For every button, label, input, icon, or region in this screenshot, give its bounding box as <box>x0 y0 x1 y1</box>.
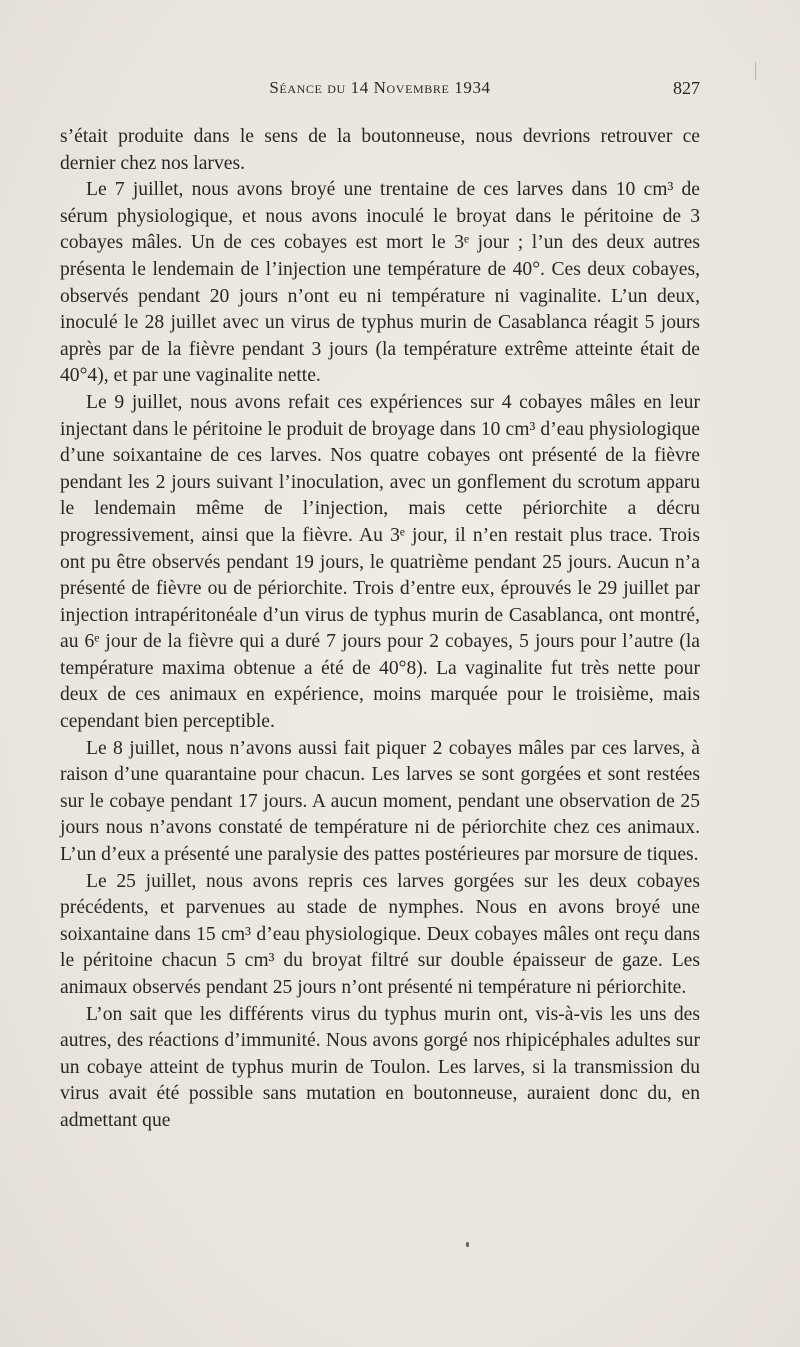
page-number: 827 <box>673 78 700 98</box>
paragraph-continuation: s’était produite dans le sens de la boutonneuse, nous devrions retrouver ce dernier chez nos larves. <box>60 126 700 174</box>
paragraph-9-juillet: Le 9 juillet, nous avons refait ces expériences sur 4 cobayes mâles en leur injectant dans le péritoine le produit de broyage dans 10 cm³ d’eau physiologique d’une soixantaine de ces larves. Nos quatre cobayes ont présenté de la fièvre pendant les 2 jours suivant l’inoculation, avec un gonflement du scrotum apparu le lendemain même de l’injection, mais cette périorchite a décru progressivement, ainsi que la fièvre. Au 3ᵉ jour, il n’en restait plus trace. Trois ont pu être observés pendant 19 jours, le quatrième pendant 25 jours. Aucun n’a présenté de fièvre ou de périorchite. Trois d’entre eux, éprouvés le 29 juillet par injection intrapéritonéale d’un virus de typhus murin de Casablanca, ont montré, au 6ᵉ jour de la fièvre qui a duré 7 jours pour 2 cobayes, 5 jours pour l’autre (la température maxima obtenue a été de 40°8). La vaginalite fut très nette pour deux de ces animaux en expérience, moins marquée pour le troisième, mais cependant bien perceptible. <box>60 391 700 733</box>
paragraph-immunite: L’on sait que les différents virus du typhus murin ont, vis-à-vis les uns des autres, des réactions d’immunité. Nous avons gorgé nos rhipicéphales adultes sur un cobaye atteint de typhus murin de Toulon. Les larves, si la transmission du virus avait été possible sans mutation en boutonneuse, auraient donc du, en admettant que <box>60 1003 700 1131</box>
running-header <box>60 78 700 106</box>
paragraph-7-juillet: Le 7 juillet, nous avons broyé une trentaine de ces larves dans 10 cm³ de sérum physiologique, et nous avons inoculé le broyat dans le péritoine de 3 cobayes mâles. Un de ces cobayes est mort le 3ᵉ jour ; l’un des deux autres présenta le lendemain de l’injection une température de 40°. Ces deux cobayes, observés pendant 20 jours n’ont eu ni température ni vaginalite. L’un deux, inoculé le 28 juillet avec un virus de typhus murin de Casablanca réagit 5 jours après par de la fièvre pendant 3 jours (la température extrême atteinte était de 40°4), et par une vaginalite nette. <box>60 179 700 387</box>
margin-mark <box>755 62 756 80</box>
running-title: Séance du 14 Novembre 1934 <box>269 78 491 97</box>
paragraph-25-juillet: Le 25 juillet, nous avons repris ces larves gorgées sur les deux cobayes précédents, et parvenues au stade de nymphes. Nous en avons broyé une soixantaine dans 15 cm³ d’eau physiologique. Deux cobayes mâles ont reçu dans le péritoine chacun 5 cm³ du broyat filtré sur double épaisseur de gaze. Les animaux observés pendant 25 jours n’ont présenté ni température ni périorchite. <box>60 870 700 998</box>
page-speck <box>466 1242 469 1247</box>
paragraph-8-juillet: Le 8 juillet, nous n’avons aussi fait piquer 2 cobayes mâles par ces larves, à raison d’une quarantaine pour chacun. Les larves se sont gorgées et sont restées sur le cobaye pendant 17 jours. A aucun moment, pendant une observation de 25 jours nous n’avons constaté de température ni de périorchite chez ces animaux. L’un d’eux a présenté une paralysie des pattes postérieures par morsure de tiques. <box>60 737 700 866</box>
body-text <box>60 124 700 1135</box>
